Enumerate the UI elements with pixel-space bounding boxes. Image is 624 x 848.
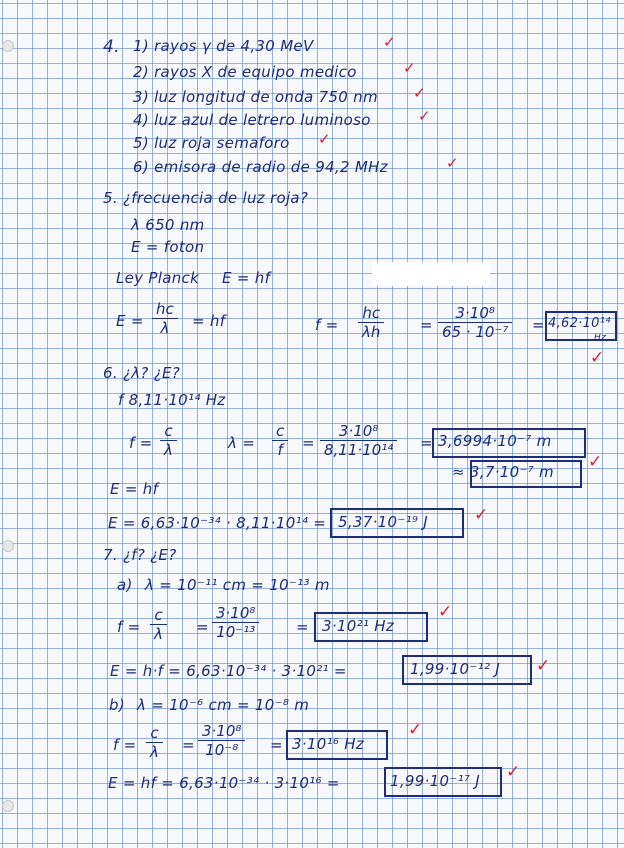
equals: = [182,736,195,754]
equals: = [420,316,433,334]
q7-b-f-result: 3·10¹⁶ Hz [292,735,365,753]
check-icon: ✓ [536,656,551,676]
numerator: 3·10⁸ [202,722,242,740]
q4-number: 4. [103,37,120,57]
check-icon: ✓ [474,505,489,525]
equals: = [532,316,545,334]
q7-a-lambda: λ = 10⁻¹¹ cm = 10⁻¹³ m [145,576,330,594]
q6-fraction-c-lambda [160,422,177,459]
q7-b-E-calc: E = hf = 6,63·10⁻³⁴ · 3·10¹⁶ = [108,774,340,792]
q7-a-f-lhs: f = [117,618,141,636]
equals: = [196,618,209,636]
equals: = [270,736,283,754]
q5-eq-hf: = hf [192,312,226,330]
q7-a-label: a) [117,576,133,594]
q7-a-fraction-c-lambda [150,606,167,643]
q4-item-6: 6) emisora de radio de 94,2 MHz [133,158,388,176]
denominator: 10⁻⁸ [198,740,245,759]
denominator: λ [160,440,177,459]
denominator: λh [358,322,384,341]
denominator: f [272,440,288,459]
q5-fraction-values [438,304,512,341]
q5-lambda: λ 650 nm [131,216,205,234]
numerator: c [164,422,173,440]
denominator: λ [152,318,178,337]
numerator: 3·10⁸ [338,422,379,440]
q7-b-lambda: λ = 10⁻⁶ cm = 10⁻⁸ m [137,696,310,714]
q4-item-2: 2) rayos X de equipo medico [133,63,357,81]
check-icon: ✓ [590,348,605,368]
q6-E-result: 5,37·10⁻¹⁹ J [338,513,428,531]
q5-title: 5. ¿frecuencia de luz roja? [103,189,309,207]
q6-f-lhs: f = [129,434,153,452]
q7-b-E-result: 1,99·10⁻¹⁷ J [390,772,480,790]
check-icon: ✓ [418,107,431,125]
denominator: λ [146,742,163,761]
punch-hole [2,540,14,552]
q5-lhs: E = [116,312,144,330]
numerator: hc [156,300,174,318]
q5-result: 4,62·10¹⁴ [548,316,611,331]
q5-f-lhs: f = [315,316,339,334]
q6-lambda-rounded: ≈ 3,7·10⁻⁷ m [452,463,554,481]
q7-b-f-lhs: f = [113,736,137,754]
q7-b-fraction-values [198,722,245,759]
q4-item-3: 3) luz longitud de onda 750 nm [133,88,378,106]
check-icon: ✓ [403,59,416,77]
q6-lambda-result: 3,6994·10⁻⁷ m [438,432,552,450]
denominator: 10⁻¹³ [212,622,259,641]
punch-hole [2,40,14,52]
numerator: 3·10⁸ [455,304,495,322]
q6-given: f 8,11·10¹⁴ Hz [118,391,226,409]
q7-b-label: b) [109,696,125,714]
q5-unit: Hz [594,333,607,343]
q7-a-E-result: 1,99·10⁻¹² J [410,660,500,678]
q4-item-4: 4) luz azul de letrero luminoso [133,111,371,129]
q4-item-5: 5) luz roja semaforo [133,134,290,152]
check-icon: ✓ [438,602,453,622]
denominator: λ [150,624,167,643]
q6-title: 6. ¿λ? ¿E? [103,364,181,382]
numerator: hc [362,304,381,322]
q7-a-f-result: 3·10²¹ Hz [322,617,395,635]
q7-a-E-calc: E = h·f = 6,63·10⁻³⁴ · 3·10²¹ = [110,662,347,680]
numerator: c [154,606,163,624]
q5-planck-eq: E = hf [222,269,271,287]
numerator: c [150,724,159,742]
q5-planck-label: Ley Planck [116,269,200,287]
check-icon: ✓ [413,84,426,102]
equals: = [420,434,433,452]
check-icon: ✓ [318,130,331,148]
denominator: 65 · 10⁻⁷ [438,322,512,341]
equals: = [302,434,315,452]
punch-hole [2,800,14,812]
q5-energy: E = foton [131,238,205,256]
q6-fraction-values [320,422,397,459]
check-icon: ✓ [588,452,603,472]
check-icon: ✓ [446,154,459,172]
check-icon: ✓ [383,33,396,51]
q6-E-hf: E = hf [110,480,159,498]
denominator: 8,11·10¹⁴ [320,440,397,459]
q5-fraction-hc-lambda [152,300,178,337]
numerator: c [276,422,285,440]
numerator: 3·10⁸ [216,604,256,622]
erased-area [372,262,490,286]
q4-item-1: 1) rayos γ de 4,30 MeV [133,37,314,55]
q7-b-fraction-c-lambda [146,724,163,761]
q7-a-fraction-values [212,604,259,641]
q6-fraction-c-f [272,422,288,459]
q5-fraction-hc-lh [358,304,384,341]
check-icon: ✓ [408,720,423,740]
q6-lambda-lhs: λ = [228,434,256,452]
check-icon: ✓ [506,762,521,782]
q6-E-calc: E = 6,63·10⁻³⁴ · 8,11·10¹⁴ = [108,514,327,532]
equals: = [296,618,309,636]
q7-title: 7. ¿f? ¿E? [103,546,177,564]
